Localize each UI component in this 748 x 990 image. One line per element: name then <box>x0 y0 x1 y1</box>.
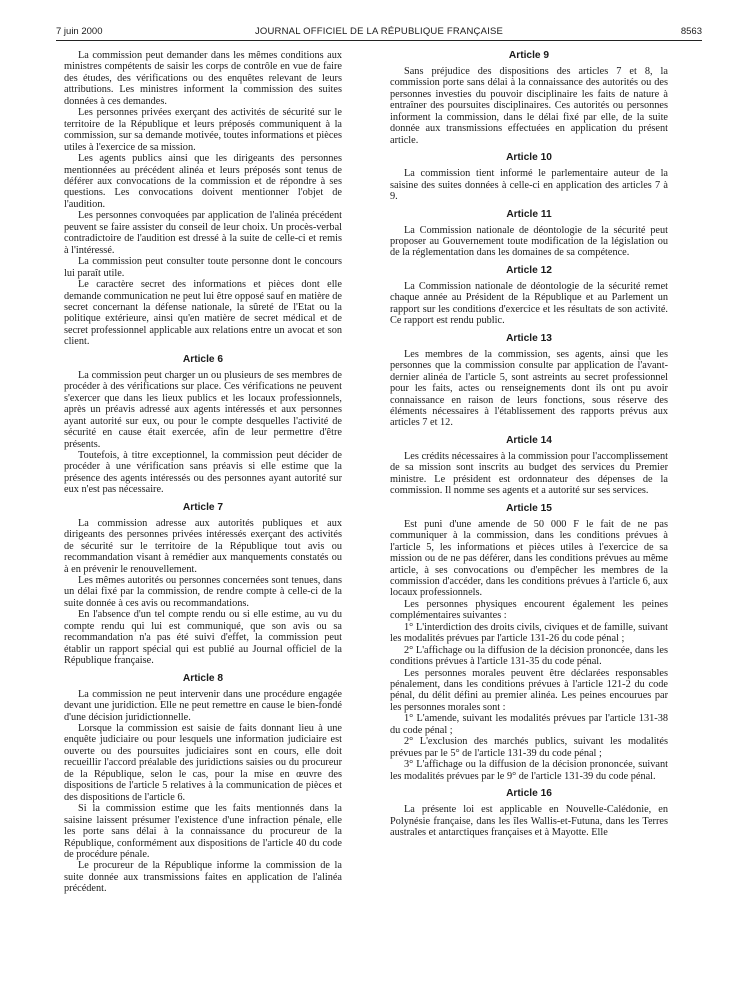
paragraph: Toutefois, à titre exceptionnel, la commission peut décider de procéder à une vérification sans préavis si elle estime que la présence des agents intéressés ou des personnes ayant autorité sur eux n'est pas nécessaire. <box>64 449 342 496</box>
paragraph: 3° L'affichage ou la diffusion de la décision prononcée, suivant les modalités prévues par le 9° de l'article 131-39 du code pénal. <box>390 759 668 782</box>
paragraph: En l'absence d'un tel compte rendu ou si elle estime, au vu du compte rendu qui lui est communiqué, que son avis ou sa recommandation n'a pas été suivi d'effet, la commission peut établir un rapport spécial qui est publié au Journal officiel de la République française. <box>64 609 342 667</box>
publication-date: 7 juin 2000 <box>56 26 103 37</box>
page-number: 8563 <box>680 26 702 37</box>
paragraph: Les mêmes autorités ou personnes concernées sont tenues, dans un délai fixé par la commission, de rendre compte à celle-ci de la suite donnée à ces avis ou recommandations. <box>64 575 342 609</box>
left-column <box>64 50 342 895</box>
page-header <box>56 20 702 41</box>
article-6-heading: Article 6 <box>182 353 224 365</box>
paragraph: La commission ne peut intervenir dans une procédure engagée devant une juridiction. Elle ne peut remettre en cause le bien-fondé d'une décision juridictionnelle. <box>64 688 342 723</box>
paragraph: Le procureur de la République informe la commission de la suite donnée aux transmissions faites en application de l'alinéa précédent. <box>64 860 342 895</box>
right-column <box>390 50 668 838</box>
paragraph: Les personnes privées exerçant des activités de sécurité sur le territoire de la République et leurs préposés communiquent à la commission, sur sa demande motivée, toutes informations et pièces utiles à l'exercice de sa mission. <box>64 107 342 153</box>
paragraph: La commission peut consulter toute personne dont le concours lui paraît utile. <box>64 256 342 279</box>
paragraph: Les personnes physiques encourent également les peines complémentaires suivantes : <box>390 598 668 622</box>
paragraph: Les agents publics ainsi que les dirigeants des personnes mentionnées au précédent alinéa et leurs préposés sont tenus de déférer aux convocations de la commission et de répondre à ses questions. Les convocations doivent mentionner l'objet de l'audition. <box>64 153 342 210</box>
paragraph: La présente loi est applicable en Nouvelle-Calédonie, en Polynésie française, dans les îles Wallis-et-Futuna, dans les Terres australes et antarctiques françaises et à Mayotte. Elle <box>390 804 668 839</box>
journal-title: JOURNAL OFFICIEL DE LA RÉPUBLIQUE FRANÇAISE <box>254 26 504 37</box>
paragraph: Est puni d'une amende de 50 000 F le fait de ne pas communiquer à la commission, dans les conditions prévues à l'article 5, les informations et pièces utiles à l'exercice de sa mission ou de ne pas déférer, dans les conditions prévues au même article, à ses convocations ou d'empêcher les membres de la commission d'accéder, dans les conditions prévues à l'article 6, aux locaux professionnels. <box>390 518 668 599</box>
paragraph: Sans préjudice des dispositions des articles 7 et 8, la commission porte sans délai à la connaissance des autorités ou des personnes investies du pouvoir disciplinaire les faits de nature à entraîner des poursuites disciplinaires. Ces autorités ou personnes informent la commission, dans le délai fixé par elle, de la suite donnée aux transmissions effectuées en application du présent article. <box>390 66 668 146</box>
paragraph: 1° L'interdiction des droits civils, civiques et de famille, suivant les modalités prévues par l'article 131-26 du code pénal ; <box>390 621 668 645</box>
article-9-heading: Article 9 <box>508 50 550 61</box>
article-15-heading: Article 15 <box>506 502 552 514</box>
paragraph: 1° L'amende, suivant les modalités prévues par l'article 131-38 du code pénal ; <box>390 713 668 736</box>
article-10-heading: Article 10 <box>506 152 552 164</box>
paragraph: La commission tient informé le parlementaire auteur de la saisine des suites données à celle-ci en application des articles 7 à 9. <box>390 168 668 203</box>
paragraph: 2° L'affichage ou la diffusion de la décision prononcée, dans les conditions prévues à l'article 131-35 du code pénal. <box>390 644 668 668</box>
article-11-heading: Article 11 <box>506 208 552 220</box>
paragraph: Si la commission estime que les faits mentionnés dans la saisine laissent présumer l'existence d'une infraction pénale, elle les porte sans délai à la connaissance du procureur de la République, conformément aux dispositions de l'article 40 du code de procédure pénale. <box>64 803 342 860</box>
article-12-heading: Article 12 <box>506 264 552 276</box>
article-14-heading: Article 14 <box>506 434 552 446</box>
paragraph: Les membres de la commission, ses agents, ainsi que les personnes que la commission consulte par application de l'avant-dernier alinéa de l'article 5, sont astreints au secret professionnel pour les faits, actes ou renseignements dont ils ont pu avoir connaissance en raison de leurs fonctions, sous réserve des éléments nécessaires à l'établissement des rapports prévus aux articles 7 et 12. <box>390 348 668 429</box>
paragraph: La commission adresse aux autorités publiques et aux dirigeants des personnes privées intéressés exerçant des activités de sécurité sur le territoire de la République tout avis ou recommandation visant à remédier aux manquements constatés ou à en prévenir le renouvellement. <box>64 517 342 575</box>
paragraph: Les personnes morales peuvent être déclarées responsables pénalement, dans les conditions prévues à l'article 121-2 du code pénal, du délit défini au premier alinéa. Les peines encourues par les personnes morales sont : <box>390 667 668 713</box>
paragraph: La commission peut demander dans les mêmes conditions aux ministres compétents de saisir les corps de contrôle en vue de faire des études, des vérifications ou des enquêtes relevant de leurs attributions. Les ministres informent la commission des suites données à ces demandes. <box>64 50 342 107</box>
article-16-heading: Article 16 <box>506 788 552 800</box>
paragraph: La Commission nationale de déontologie de la sécurité peut proposer au Gouvernement toute modification de la législation ou de la réglementation dans les domaines de sa compétence. <box>390 224 668 259</box>
paragraph: La Commission nationale de déontologie de la sécurité remet chaque année au Président de la République et au Parlement un rapport sur les conditions d'exercice et les résultats de son activité. Ce rapport est rendu public. <box>390 280 668 327</box>
paragraph: Les crédits nécessaires à la commission pour l'accomplissement de sa mission sont inscrits au budget des services du Premier ministre. Le président est ordonnateur des dépenses de la commission. Il nomme ses agents et a autorité sur ses services. <box>390 450 668 497</box>
paragraph: La commission peut charger un ou plusieurs de ses membres de procéder à des vérifications sur place. Ces vérifications ne peuvent s'exercer que dans les lieux publics et les locaux professionnels, après un préavis adressé aux agents intéressés et aux personnes ayant autorité sur eux, ou pour le compte desquelles l'activité de sécurité en cause était exercée, afin de leur permettre d'être présents. <box>64 369 342 450</box>
article-8-heading: Article 8 <box>182 672 224 684</box>
paragraph: Lorsque la commission est saisie de faits donnant lieu à une enquête judiciaire ou pour lesquels une information judiciaire est ouverte ou des poursuites judiciaires sont en cours, elle doit recueillir l'accord préalable des juridictions saisies ou du procureur de la République, selon le cas, pour la mise en œuvre des dispositions de l'article 5 relatives à la communication de pièces et des dispositions de l'article 6. <box>64 723 342 803</box>
paragraph: 2° L'exclusion des marchés publics, suivant les modalités prévues par le 5° de l'article 131-39 du code pénal ; <box>390 736 668 759</box>
paragraph: Le caractère secret des informations et pièces dont elle demande communication ne peut lui être opposé sauf en matière de secret concernant la défense nationale, la sûreté de l'Etat ou la politique extérieure, ainsi qu'en matière de secret médical et de secret professionnel applicable aux relations entre un avocat et son client. <box>64 279 342 348</box>
article-7-heading: Article 7 <box>182 501 224 513</box>
article-13-heading: Article 13 <box>506 332 552 344</box>
paragraph: Les personnes convoquées par application de l'alinéa précédent peuvent se faire assister du conseil de leur choix. Un procès-verbal contradictoire de l'audition est dressé à la suite de celle-ci et remis à l'intéressé. <box>64 210 342 256</box>
